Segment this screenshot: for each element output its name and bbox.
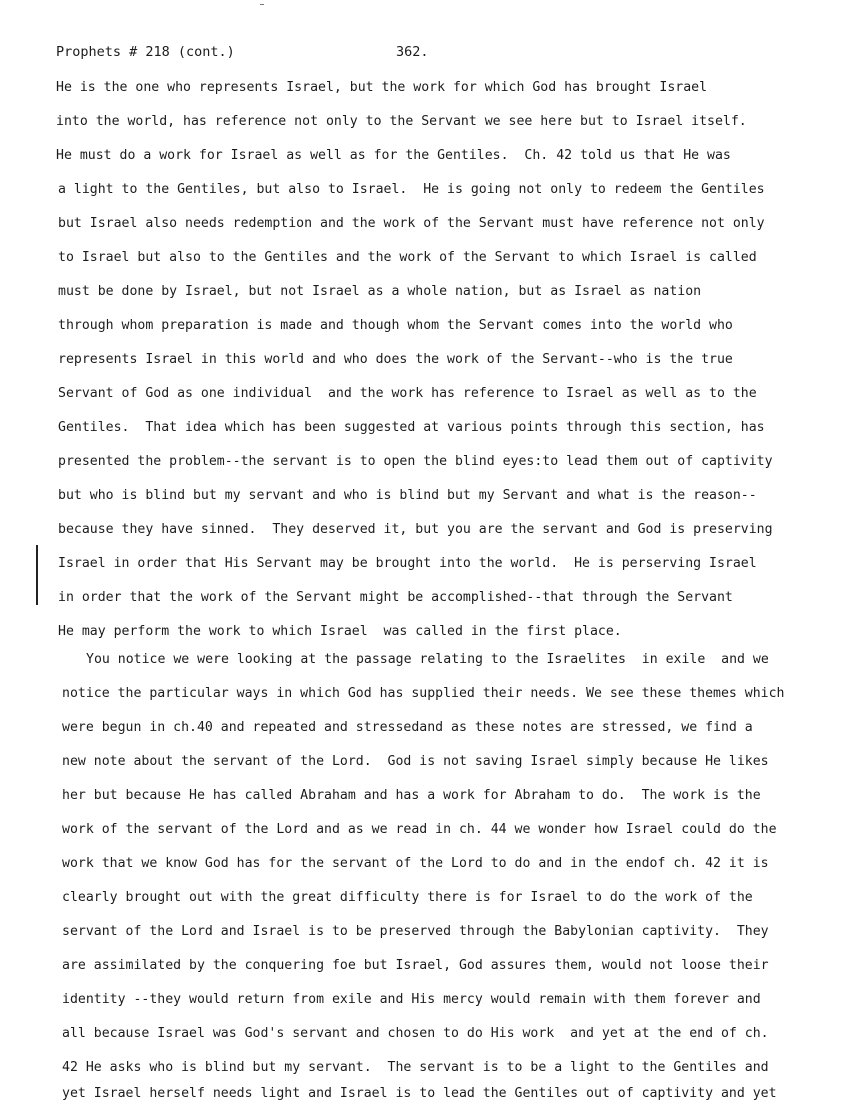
text-line: but who is blind but my servant and who is blind but my Servant and what is the reason-- <box>58 488 757 503</box>
page-number: 362. <box>396 44 429 60</box>
text-line: presented the problem--the servant is to open the blind eyes:to lead them out of captivity <box>58 454 773 469</box>
text-line: represents Israel in this world and who does the work of the Servant--who is the true <box>58 352 733 367</box>
text-line: must be done by Israel, but not Israel as a whole nation, but as Israel as nation <box>58 284 702 299</box>
text-line: He may perform the work to which Israel was called in the first place. <box>58 624 622 639</box>
header-label: Prophets # 218 (cont.) <box>56 44 235 60</box>
text-line: to Israel but also to the Gentiles and the work of the Servant to which Israel is called <box>58 250 757 265</box>
text-line: Servant of God as one individual and the work has reference to Israel as well as to the <box>58 386 757 401</box>
text-line: clearly brought out with the great difficulty there is for Israel to do the work of the <box>62 890 753 905</box>
text-line: work that we know God has for the servant of the Lord to do and in the endof ch. 42 it is <box>62 856 769 871</box>
text-line: her but because He has called Abraham and has a work for Abraham to do. The work is the <box>62 788 761 803</box>
text-line: work of the servant of the Lord and as we read in ch. 44 we wonder how Israel could do the <box>62 822 777 837</box>
text-line: into the world, has reference not only to the Servant we see here but to Israel itself. <box>56 114 747 129</box>
margin-mark <box>36 545 38 605</box>
text-line: notice the particular ways in which God has supplied their needs. We see these themes which <box>62 686 785 701</box>
text-line: 42 He asks who is blind but my servant. The servant is to be a light to the Gentiles and <box>62 1060 769 1075</box>
text-line: Gentiles. That idea which has been suggested at various points through this section, has <box>58 420 765 435</box>
text-line: but Israel also needs redemption and the work of the Servant must have reference not only <box>58 216 765 231</box>
text-line: yet Israel herself needs light and Israel is to lead the Gentiles out of captivity and yet <box>62 1086 777 1101</box>
text-line: were begun in ch.40 and repeated and stressedand as these notes are stressed, we find a <box>62 720 753 735</box>
text-line: in order that the work of the Servant might be accomplished--that through the Servant <box>58 590 733 605</box>
text-line: new note about the servant of the Lord. God is not saving Israel simply because He likes <box>62 754 769 769</box>
scan-artifact <box>260 4 264 5</box>
text-line: all because Israel was God's servant and chosen to do His work and yet at the end of ch. <box>62 1026 769 1041</box>
text-line: a light to the Gentiles, but also to Israel. He is going not only to redeem the Gentiles <box>58 182 765 197</box>
text-line: because they have sinned. They deserved it, but you are the servant and God is preserving <box>58 522 773 537</box>
page-header <box>56 44 816 68</box>
text-line: You notice we were looking at the passage relating to the Israelites in exile and we <box>86 652 769 667</box>
text-line: identity --they would return from exile and His mercy would remain with them forever and <box>62 992 761 1007</box>
text-line: Israel in order that His Servant may be brought into the world. He is perserving Israel <box>58 556 757 571</box>
text-line: through whom preparation is made and though whom the Servant comes into the world who <box>58 318 733 333</box>
text-line: are assimilated by the conquering foe but Israel, God assures them, would not loose their <box>62 958 769 973</box>
text-line: servant of the Lord and Israel is to be preserved through the Babylonian captivity. They <box>62 924 769 939</box>
text-line: He must do a work for Israel as well as for the Gentiles. Ch. 42 told us that He was <box>56 148 731 163</box>
text-line: He is the one who represents Israel, but the work for which God has brought Israel <box>56 80 708 95</box>
